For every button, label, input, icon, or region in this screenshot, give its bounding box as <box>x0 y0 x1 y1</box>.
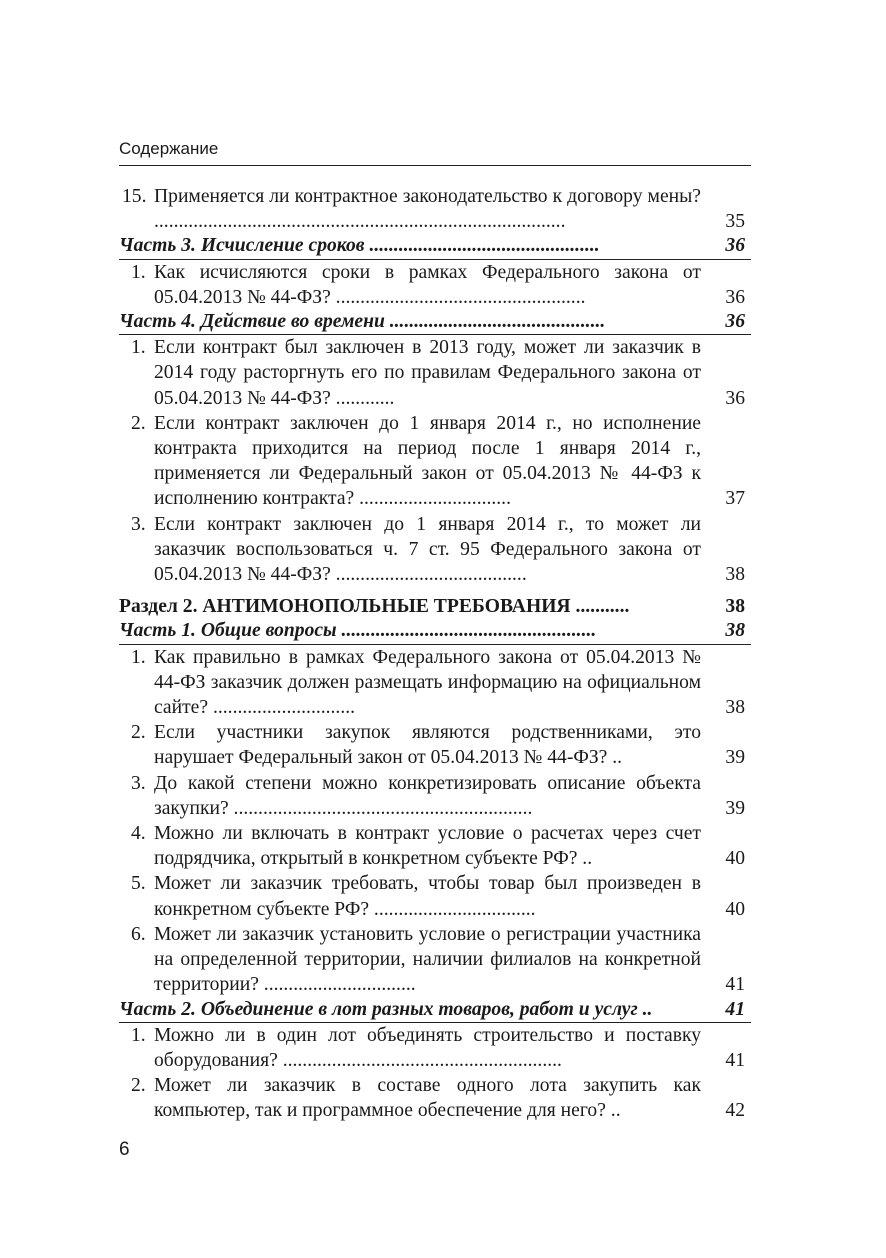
question-text: Если контракт был заключен в 2013 году, может ли заказчик в 2014 году расторгнуть его по правилам Федерального закона от 05.04.2013 № 44-ФЗ? ............ <box>154 337 701 409</box>
question-text: Может ли заказчик в составе одного лота закупить как компьютер, так и программное обеспечение для него? .. <box>154 1075 701 1122</box>
question-number: 2. <box>131 722 146 744</box>
page-ref: 35 <box>725 211 745 233</box>
question-text: Как исчисляются сроки в рамках Федерального закона от 05.04.2013 № 44-ФЗ? ................................................... <box>154 261 701 308</box>
toc-question <box>119 922 751 998</box>
toc-part-heading <box>119 998 751 1023</box>
toc-part-heading <box>119 619 751 644</box>
toc-section-heading <box>119 594 751 619</box>
question-number: 1. <box>131 646 146 668</box>
toc-question <box>119 720 751 770</box>
part-title: Часть 1. Общие вопросы .................................................... <box>119 620 597 642</box>
toc-question <box>119 335 751 411</box>
question-number: 1. <box>131 1024 146 1046</box>
question-number: 4. <box>131 823 146 845</box>
page-ref: 36 <box>725 387 745 409</box>
toc-part-heading <box>119 310 751 335</box>
toc-question <box>119 512 751 588</box>
toc-question <box>119 184 751 234</box>
page-ref: 37 <box>725 488 745 510</box>
page-ref: 40 <box>725 848 745 870</box>
header-title: Содержание <box>119 139 219 158</box>
question-text: Может ли заказчик установить условие о регистрации участника на определенной территории, наличии филиалов на конкретной территории? ............................... <box>154 923 701 996</box>
table-of-contents <box>119 184 751 1124</box>
page-ref: 41 <box>725 998 745 1020</box>
question-number: 3. <box>131 513 146 535</box>
toc-question <box>119 821 751 871</box>
question-number: 15. <box>122 186 147 207</box>
page-ref: 41 <box>725 974 745 996</box>
page-ref: 36 <box>725 286 745 308</box>
question-text: Может ли заказчик требовать, чтобы товар был произведен в конкретном субъекте РФ? ................................. <box>154 873 701 920</box>
part-title: Часть 2. Объединение в лот разных товаров, работ и услуг .. <box>119 998 653 1020</box>
page-ref: 41 <box>725 1049 745 1071</box>
question-text: Можно ли в один лот объединять строительство и поставку оборудования? ......................................................... <box>154 1024 701 1071</box>
question-text: Если участники закупок являются родственниками, это нарушает Федеральный закон от 05.04.2013 № 44-ФЗ? .. <box>154 722 701 769</box>
part-title: Часть 4. Действие во времени ............................................ <box>119 311 606 333</box>
toc-question <box>119 411 751 512</box>
page-ref: 38 <box>725 596 745 618</box>
question-number: 5. <box>131 873 146 895</box>
toc-question <box>119 771 751 821</box>
question-text: Если контракт заключен до 1 января 2014 г., но исполнение контракта приходится на период после 1 января 2014 г., применяется ли Федеральный закон от 05.04.2013 № 44-ФЗ к исполнению контракта? ............................... <box>154 412 701 510</box>
page-number: 6 <box>119 1139 130 1160</box>
question-number: 1. <box>131 337 146 359</box>
question-text: До какой степени можно конкретизировать описание объекта закупки? ............................................................. <box>154 772 701 819</box>
running-header <box>119 139 751 166</box>
question-number: 6. <box>131 923 146 945</box>
page-ref: 38 <box>725 564 745 586</box>
question-number: 3. <box>131 772 146 794</box>
page-ref: 40 <box>725 898 745 920</box>
page-ref: 36 <box>725 311 745 333</box>
toc-question <box>119 1073 751 1123</box>
question-number: 2. <box>131 412 146 434</box>
toc-question <box>119 260 751 310</box>
question-text: Как правильно в рамках Федерального закона от 05.04.2013 № 44-ФЗ заказчик должен размещать информацию на официальном сайте? ............................. <box>154 646 701 719</box>
page-ref: 39 <box>725 797 745 819</box>
question-number: 2. <box>131 1075 146 1097</box>
page-ref: 42 <box>725 1100 745 1122</box>
page-ref: 38 <box>725 620 745 642</box>
page-ref: 36 <box>725 235 745 257</box>
page-ref: 39 <box>725 747 745 769</box>
question-text: Можно ли включать в контракт условие о расчетах через счет подрядчика, открытый в конкретном субъекте РФ? .. <box>154 823 701 870</box>
question-text: Если контракт заключен до 1 января 2014 г., то может ли заказчик воспользоваться ч. 7 ст. 95 Федерального закона от 05.04.2013 № 44-ФЗ? ....................................... <box>154 513 701 586</box>
toc-question <box>119 871 751 921</box>
page-ref: 38 <box>725 697 745 719</box>
question-number: 1. <box>131 261 146 283</box>
question-text: Применяется ли контрактное законодательство к договору мены? .................................................................................... <box>154 186 701 233</box>
part-title: Часть 3. Исчисление сроков ............................................... <box>119 235 600 257</box>
toc-question <box>119 645 751 721</box>
toc-question <box>119 1023 751 1073</box>
toc-part-heading <box>119 234 751 259</box>
section-title: Раздел 2. АНТИМОНОПОЛЬНЫЕ ТРЕБОВАНИЯ ........... <box>119 596 630 618</box>
